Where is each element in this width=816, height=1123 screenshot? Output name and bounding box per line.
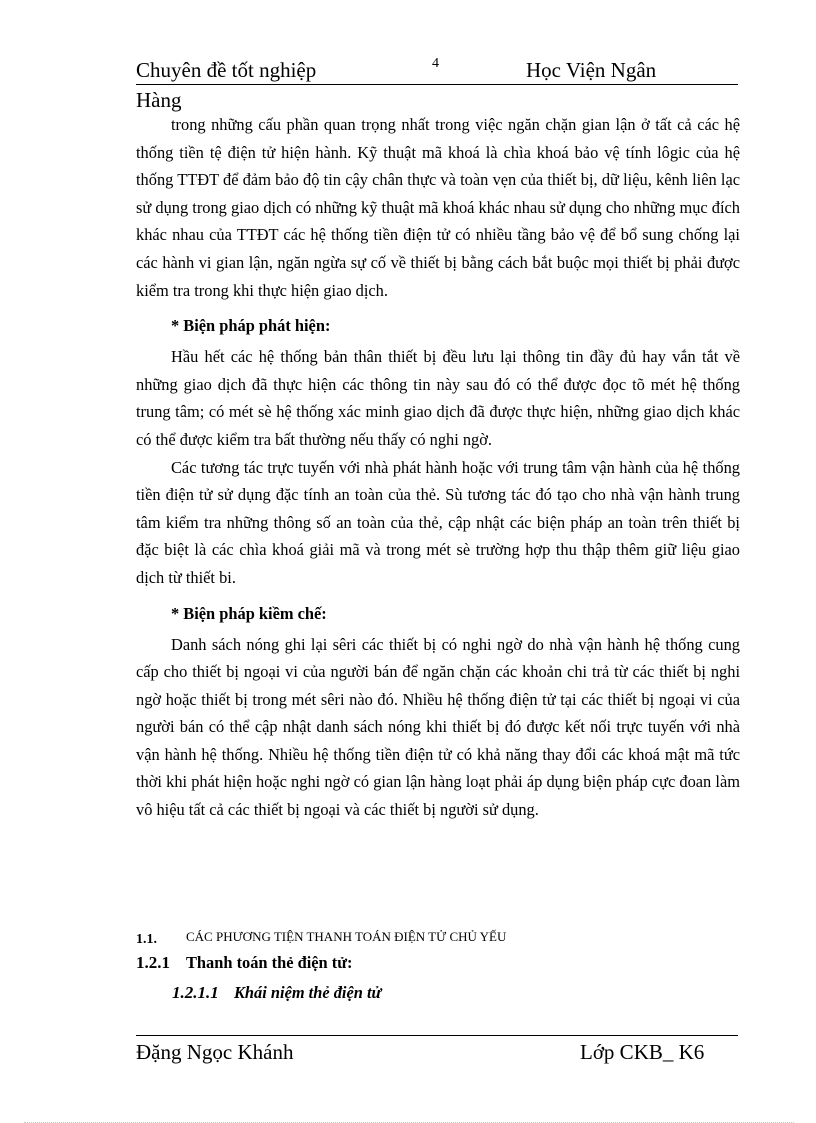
header-title: Chuyên đề tốt nghiệp xyxy=(136,58,317,82)
document-body xyxy=(136,111,740,824)
heading-text: Khái niệm thẻ điện tử xyxy=(234,983,382,1002)
heading-number: 1.2.1.1 xyxy=(172,983,219,1002)
footer-class: Lớp CKB_ K6 xyxy=(580,1040,705,1064)
header-institution-continued: Hàng xyxy=(136,88,182,112)
heading-number: 1.1. xyxy=(136,932,157,947)
paragraph: Các tương tác trực tuyến với nhà phát hành hoặc với trung tâm vận hành của hệ thống tiền điện tử sử dụng đặc tính an toàn của thẻ. Sù tương tác đó tạo cho nhà vận hành trung tâm kiểm tra những thông số an toàn của thẻ, cập nhật các biện pháp an toàn trên thiết bị đặc biệt là các chìa khoá giải mã và trong mét sè trường hợp thu thập thêm giữ liệu giao dịch từ thiết bi. xyxy=(136,457,740,587)
subheading-restraint: * Biện pháp kiềm chế: xyxy=(171,603,327,623)
paragraph: Hầu hết các hệ thống bản thân thiết bị đều lưu lại thông tin đầy đủ hay vắn tắt về những giao dịch đã thực hiện các thông tin này sau đó có thể được đọc tõ mét hệ thống trung tâm; có mét sè hệ thống xác minh giao dịch đã được thực hiện, những giao dịch khác có thể được kiểm tra bất thường nếu thấy có nghi ngờ. xyxy=(136,347,740,449)
paragraph: Danh sách nóng ghi lại sêri các thiết bị có nghi ngờ do nhà vận hành hệ thống cung cấp cho thiết bị ngoại vi của người bán để ngăn chặn các khoản chi trả từ các thiết bị nghi ngờ hoặc thiết bị trong mét sêri nào đó. Nhiều hệ thống điện tử tại các thiết bị ngoại vi của người bán có thể cập nhật danh sách nóng khi thiết bị đó được kết nối trực tuyến với nhà vận hành hệ thống. Nhiều hệ thống tiền điện tử có khả năng thay đổi các khoá mật mã tức thời khi phát hiện hoặc nghi ngờ có gian lận hàng loạt phải áp dụng biện pháp cực đoan làm vô hiệu tất cả các thiết bị ngoại và các thiết bị người sử dụng. xyxy=(136,634,740,820)
subheading-detection: * Biện pháp phát hiện: xyxy=(171,316,331,336)
header-institution: Học Viện Ngân xyxy=(526,58,657,82)
page-number: 4 xyxy=(432,56,439,71)
heading-text: Thanh toán thẻ điện tử: xyxy=(186,953,353,972)
page-header xyxy=(136,56,738,85)
heading-text: CÁC PHƯƠNG TIỆN THANH TOÁN ĐIỆN TỬ CHỦ YẾU xyxy=(186,929,507,944)
heading-number: 1.2.1 xyxy=(136,953,170,972)
paragraph: trong những cấu phần quan trọng nhất trong việc ngăn chặn gian lận ở tất cả các hệ thống tiền tệ điện tử hiện hành. Kỹ thuật mã khoá là chìa khoá bảo vệ tính lôgic của hệ thống TTĐT để đảm bảo độ tin cậy chân thực và toàn vẹn của thiết bị, dữ liệu, kênh liên lạc sử dụng trong giao dịch có những kỹ thuật mã khoá khác nhau sử dụng cho những mục đích khác nhau của TTĐT các hệ thống tiền điện tử có nhiều tầng bảo vệ để bổ sung chống lại các hành vi gian lận, ngăn ngừa sự cố về thiết bị bằng cách bắt buộc mọi thiết bị phải được kiểm tra trong khi thực hiện giao dịch. xyxy=(136,115,740,300)
footer-author: Đặng Ngọc Khánh xyxy=(136,1040,294,1064)
footer-divider xyxy=(136,1035,738,1036)
